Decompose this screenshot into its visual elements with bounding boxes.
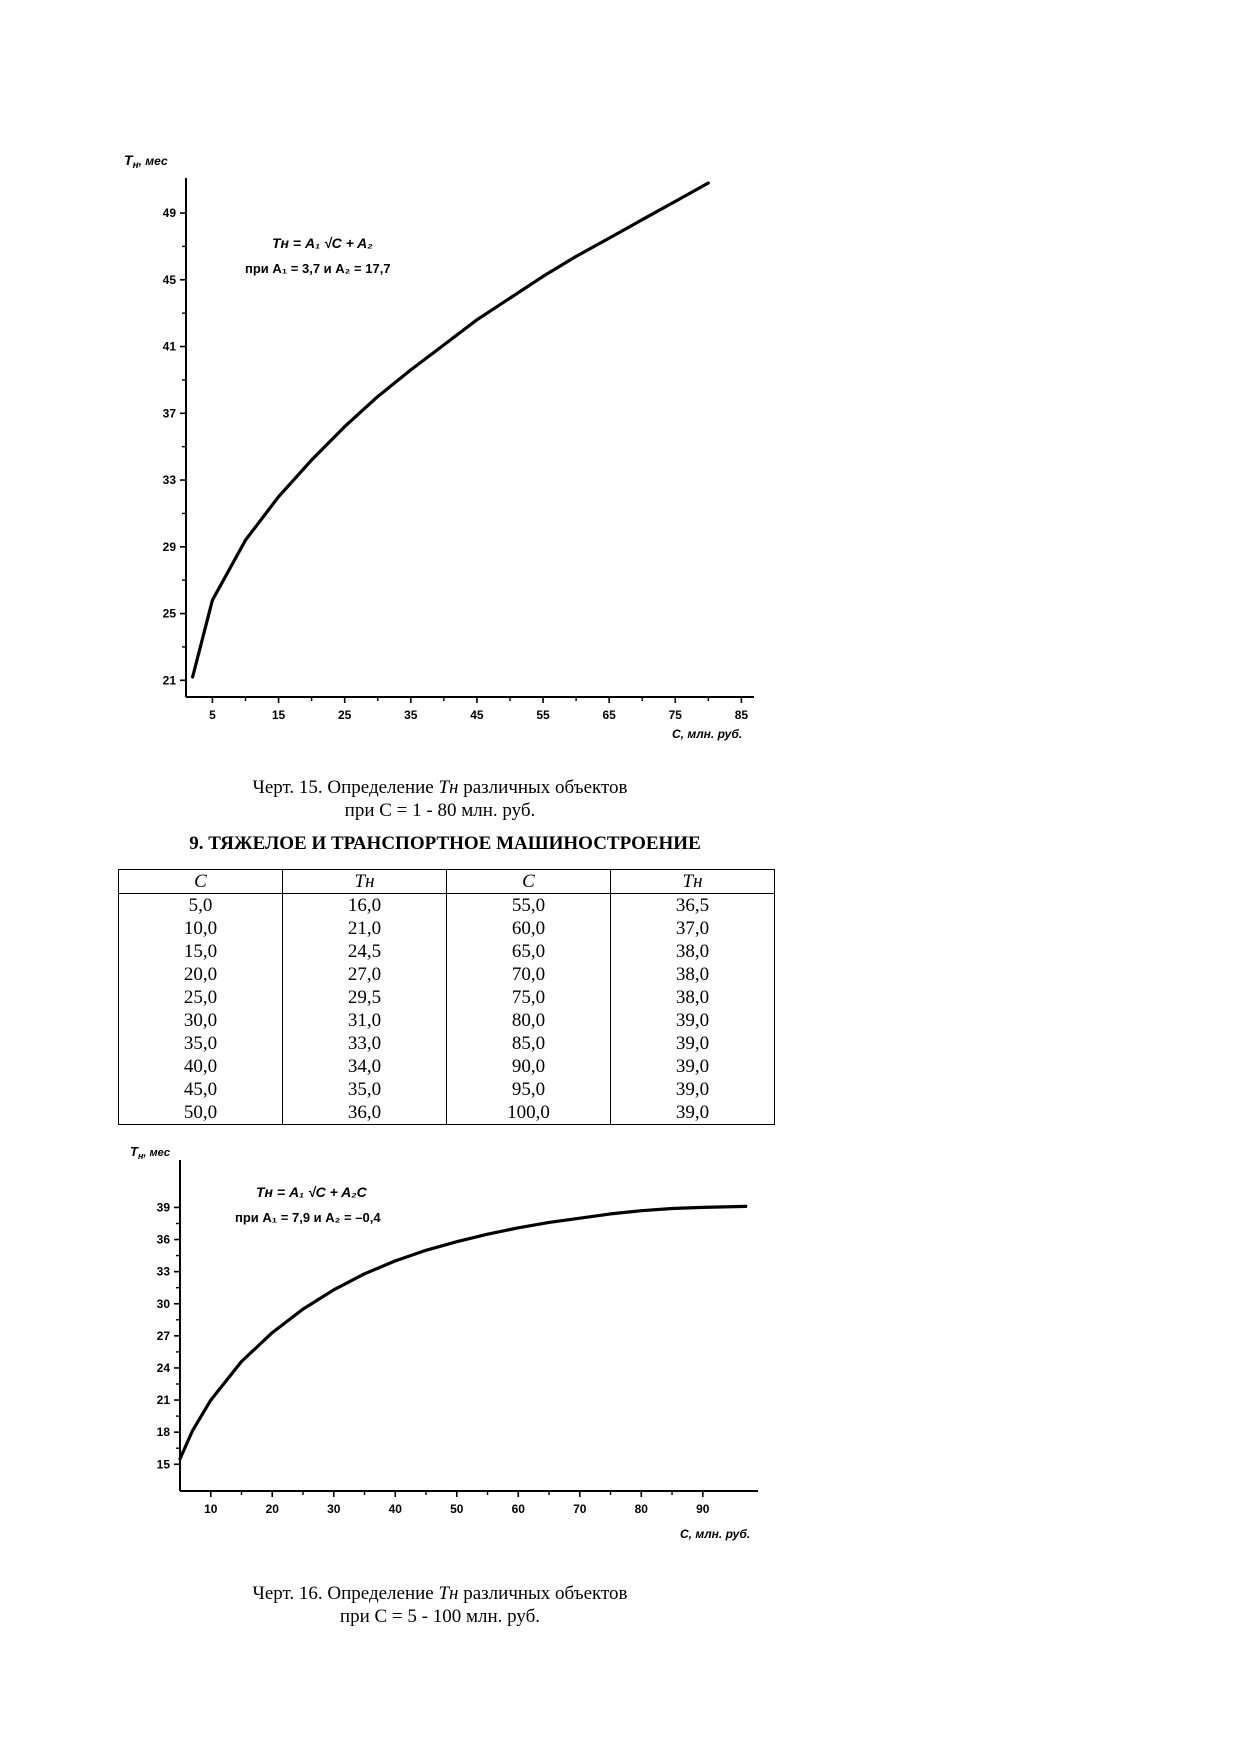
table-cell: 24,5 [283,940,447,963]
formula-line-1: Tн = A₁ √C + A₂ [272,235,373,251]
table-cell: 31,0 [283,1009,447,1032]
table-cell: 20,0 [119,963,283,986]
table-row [119,1032,775,1055]
table-cell: 65,0 [447,940,611,963]
x-tick-label: 75 [668,708,682,722]
table-row [119,1009,775,1032]
x-tick-label: 50 [450,1502,464,1516]
table-row [119,1055,775,1078]
y-tick-label: 24 [156,1360,170,1375]
table-cell: 16,0 [283,894,447,918]
table-cell: 39,0 [611,1078,775,1101]
x-tick-label: 20 [265,1502,279,1516]
svg-text:Tн, мес: $T_н^{, мес}$ [130,1144,171,1161]
x-tick-label: 90 [696,1502,710,1516]
table-row [119,1101,775,1125]
table-row [119,894,775,918]
table-header-cell: С [447,870,611,894]
table-cell: 35,0 [283,1078,447,1101]
table-row [119,1078,775,1101]
table-row [119,917,775,940]
table-cell: 30,0 [119,1009,283,1032]
data-table [118,869,775,1125]
table-cell: 38,0 [611,963,775,986]
chart-15-caption: Черт. 15. Определение Tн различных объектов при С = 1 - 80 млн. руб. [252,777,628,821]
table-cell: 15,0 [119,940,283,963]
table-cell: 85,0 [447,1032,611,1055]
table-cell: 37,0 [611,917,775,940]
chart-16 [0,1130,1240,1570]
table-cell: 34,0 [283,1055,447,1078]
table-cell: 70,0 [447,963,611,986]
y-tick-label: 33 [162,473,176,488]
chart-16-caption: Черт. 16. Определение Tн различных объектов при С = 5 - 100 млн. руб. [252,1583,628,1627]
x-tick-label: 70 [573,1502,587,1516]
y-axis-label [124,152,168,171]
x-tick-label: 55 [536,708,550,722]
table-row [119,940,775,963]
table-cell: 100,0 [447,1101,611,1125]
table-cell: 38,0 [611,940,775,963]
table-cell: 25,0 [119,986,283,1009]
series-line [180,1206,746,1459]
table-cell: 95,0 [447,1078,611,1101]
table-cell: 38,0 [611,986,775,1009]
table-cell: 29,5 [283,986,447,1009]
table-cell: 39,0 [611,1055,775,1078]
y-tick-label: 36 [156,1232,170,1247]
table-header-cell: Тн [611,870,775,894]
table-cell: 5,0 [119,894,283,918]
table-cell: 60,0 [447,917,611,940]
table-cell: 33,0 [283,1032,447,1055]
table-cell: 80,0 [447,1009,611,1032]
y-tick-label: 30 [156,1296,170,1311]
section-heading: 9. ТЯЖЕЛОЕ И ТРАНСПОРТНОЕ МАШИНОСТРОЕНИЕ [189,833,701,854]
table-cell: 75,0 [447,986,611,1009]
y-tick-label: 41 [162,339,176,354]
table-cell: 27,0 [283,963,447,986]
y-tick-label: 27 [156,1328,170,1343]
x-tick-label: 30 [327,1502,341,1516]
chart-15 [0,0,1240,760]
x-tick-label: 40 [388,1502,402,1516]
table-cell: 35,0 [119,1032,283,1055]
y-tick-label: 29 [162,539,176,554]
y-tick-label: 21 [162,673,176,688]
formula-line-2: при A₁ = 7,9 и A₂ = –0,4 [235,1210,381,1225]
x-tick-label: 10 [204,1502,218,1516]
x-axis-label: C, млн. руб. [672,727,743,741]
table-cell: 36,5 [611,894,775,918]
y-tick-label: 18 [156,1425,170,1440]
table-header-cell: С [119,870,283,894]
y-tick-label: 39 [156,1200,170,1215]
table-cell: 90,0 [447,1055,611,1078]
table-cell: 40,0 [119,1055,283,1078]
x-tick-label: 65 [602,708,616,722]
y-tick-label: 45 [162,272,176,287]
table-row [119,986,775,1009]
y-tick-label: 37 [162,406,176,421]
y-tick-label: 49 [162,206,176,221]
y-tick-label: 15 [156,1457,170,1472]
formula-line-2: при A₁ = 3,7 и A₂ = 17,7 [245,261,391,276]
table-cell: 21,0 [283,917,447,940]
table-header-row [119,870,775,894]
table-header-cell: Тн [283,870,447,894]
table-cell: 10,0 [119,917,283,940]
x-tick-label: 5 [209,708,216,722]
y-axis-label [130,1144,170,1161]
x-tick-label: 25 [338,708,352,722]
y-tick-label: 25 [162,606,176,621]
table-cell: 39,0 [611,1101,775,1125]
table-cell: 36,0 [283,1101,447,1125]
x-tick-label: 80 [634,1502,648,1516]
table-cell: 50,0 [119,1101,283,1125]
table-row [119,963,775,986]
x-tick-label: 15 [271,708,286,722]
table-cell: 55,0 [447,894,611,918]
table-cell: 39,0 [611,1009,775,1032]
table-cell: 45,0 [119,1078,283,1101]
x-tick-label: 45 [470,708,484,722]
x-tick-label: 60 [511,1502,525,1516]
y-tick-label: 21 [156,1393,170,1408]
x-tick-label: 35 [404,708,418,722]
x-axis-label: C, млн. руб. [680,1527,751,1541]
formula-line-1: Tн = A₁ √C + A₂C [256,1184,367,1200]
x-tick-label: 85 [734,708,749,722]
svg-text:Tн, мес: $T_н$, мес [124,152,168,171]
table-cell: 39,0 [611,1032,775,1055]
series-line [193,183,709,677]
y-tick-label: 33 [156,1264,170,1279]
